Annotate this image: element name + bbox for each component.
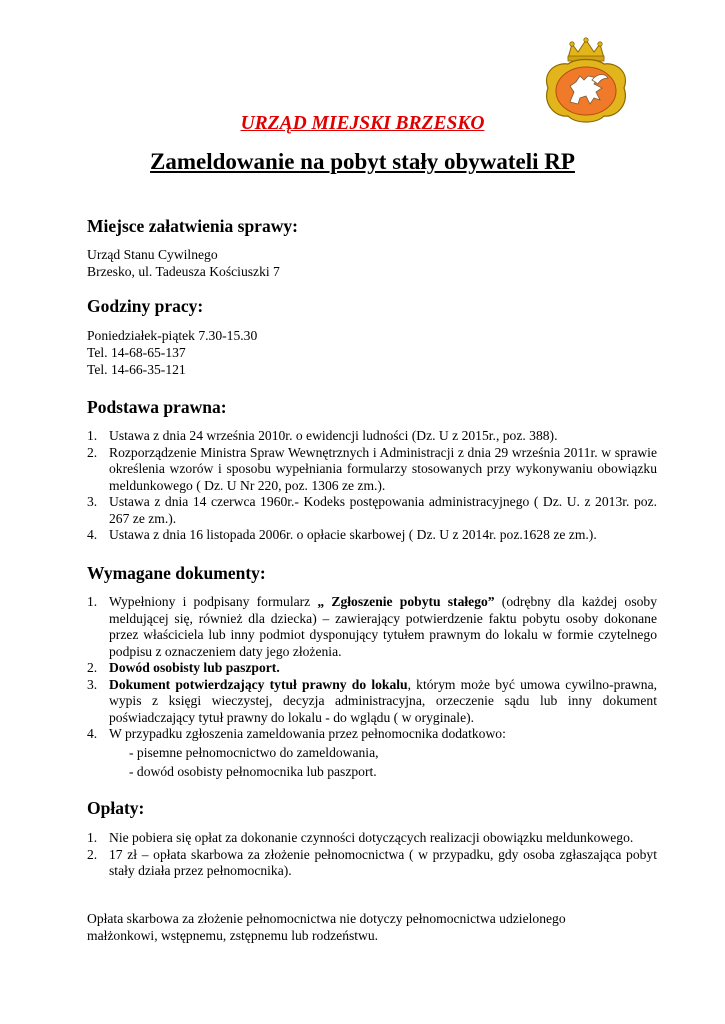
list-text: Dowód osobisty lub paszport. bbox=[109, 660, 280, 675]
list-number: 2. bbox=[87, 660, 98, 675]
sub-item: - dowód osobisty pełnomocnika lub paszport. bbox=[129, 764, 377, 779]
list-item bbox=[87, 445, 657, 495]
list-number: 1. bbox=[87, 830, 98, 845]
list-text: Ustawa z dnia 24 września 2010r. o ewidencji ludności (Dz. U z 2015r., poz. 388). bbox=[109, 428, 558, 443]
list-item bbox=[87, 726, 657, 781]
list-text: Ustawa z dnia 14 czerwca 1960r.- Kodeks postępowania administracyjnego ( Dz. U. z 2013r. poz. 267 ze zm.). bbox=[109, 494, 657, 526]
hours-line-3: Tel. 14-66-35-121 bbox=[87, 362, 186, 377]
fees-note: Opłata skarbowa za złożenie pełnomocnictwa nie dotyczy pełnomocnictwa udzielonego małżonkowi, wstępnemu, zstępnemu lub rodzeństwu. bbox=[87, 911, 566, 943]
list-number: 1. bbox=[87, 428, 98, 443]
fees-heading: Opłaty: bbox=[87, 798, 145, 818]
form-name: „ Zgłoszenie pobytu stałego” bbox=[317, 594, 495, 609]
list-number: 2. bbox=[87, 444, 98, 460]
list-text: Nie pobiera się opłat za dokonanie czynności dotyczących realizacji obowiązku meldunkowego. bbox=[109, 830, 634, 845]
docs-heading: Wymagane dokumenty: bbox=[87, 563, 266, 583]
list-number: 1. bbox=[87, 594, 98, 609]
place-line-1: Urząd Stanu Cywilnego bbox=[87, 247, 218, 262]
list-number: 4. bbox=[87, 527, 98, 542]
docs-list bbox=[87, 594, 657, 781]
list-number: 2. bbox=[87, 846, 98, 862]
list-item bbox=[87, 677, 657, 727]
list-item bbox=[87, 830, 657, 847]
sub-item: - pisemne pełnomocnictwo do zameldowania, bbox=[129, 744, 379, 760]
place-line-2: Brzesko, ul. Tadeusza Kościuszki 7 bbox=[87, 264, 280, 279]
list-item bbox=[87, 494, 657, 527]
hours-heading: Godziny pracy: bbox=[87, 296, 204, 316]
list-number: 3. bbox=[87, 676, 98, 692]
list-text: Rozporządzenie Ministra Spraw Wewnętrznych i Administracji z dnia 29 września 2011r. w sprawie określenia wzorów i sposobu wypełniania formularzy stosowanych przy wykonywaniu obowiązku meldunkowego ( Dz. U Nr 220, poz. 1306 ze zm.). bbox=[109, 444, 657, 493]
legal-heading: Podstawa prawna: bbox=[87, 397, 227, 417]
list-text-bold: Dokument potwierdzający tytuł prawny do lokalu bbox=[109, 676, 408, 692]
list-item bbox=[87, 594, 657, 660]
list-item bbox=[87, 660, 657, 677]
list-item bbox=[87, 847, 657, 880]
list-item bbox=[87, 527, 657, 544]
list-text: 17 zł – opłata skarbowa za złożenie pełnomocnictwa ( w przypadku, gdy osoba zgłaszająca pobyt stały działa przez pełnomocnika). bbox=[109, 846, 657, 878]
list-number: 3. bbox=[87, 494, 98, 509]
list-text: Wypełniony i podpisany formularz bbox=[109, 594, 318, 609]
hours-line-1: Poniedziałek-piątek 7.30-15.30 bbox=[87, 328, 258, 343]
page-title: Zameldowanie na pobyt stały obywateli RP bbox=[150, 149, 575, 174]
list-text: Ustawa z dnia 16 listopada 2006r. o opłacie skarbowej ( Dz. U z 2014r. poz.1628 ze zm.). bbox=[109, 527, 597, 542]
fees-list bbox=[87, 830, 657, 880]
list-text: W przypadku zgłoszenia zameldowania przez pełnomocnika dodatkowo: bbox=[109, 726, 506, 741]
list-text: (odrębny dla każdej osoby meldującej się, również dla dziecka) – zawierający potwierdzenie faktu pobytu osoby dokonane przez właściciela lub inny podmiot dysponujący tytułem prawnym do lokalu w formie czytelnego podpisu z oznaczeniem daty jego złożenia. bbox=[109, 594, 657, 659]
hours-line-2: Tel. 14-68-65-137 bbox=[87, 345, 186, 360]
list-text: , którym może być umowa cywilno-prawna, wypis z księgi wieczystej, decyzja administracyjna, orzeczenie sądu lub inny dokument poświadczający tytuł prawny do lokalu - do wglądu ( w oryginale). bbox=[109, 676, 658, 725]
office-name: URZĄD MIEJSKI BRZESKO bbox=[240, 113, 485, 134]
list-number: 4. bbox=[87, 726, 98, 741]
legal-list bbox=[87, 428, 657, 544]
list-item bbox=[87, 428, 657, 445]
place-heading: Miejsce załatwienia sprawy: bbox=[87, 216, 298, 236]
